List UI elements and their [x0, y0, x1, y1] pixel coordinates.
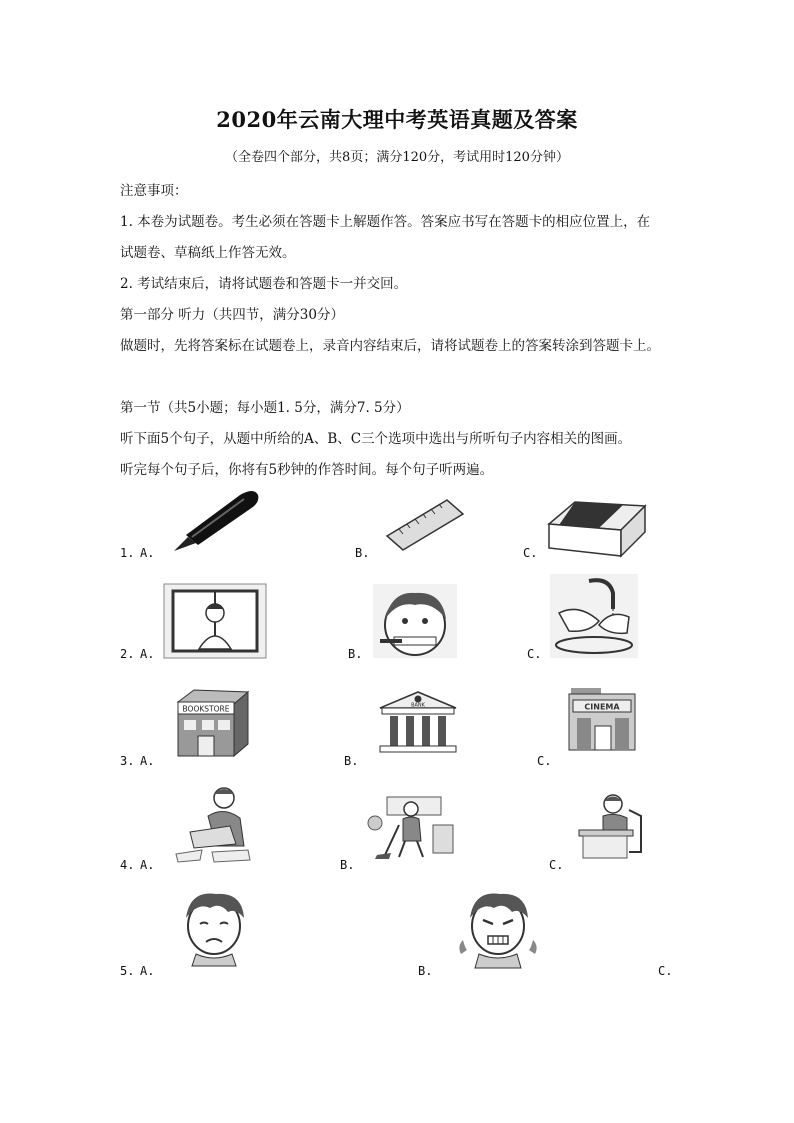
question-1-option-a: A.: [140, 546, 155, 560]
cinema-icon: [565, 686, 639, 752]
question-4-option-c: C.: [549, 858, 564, 872]
ruler-icon: [385, 498, 465, 552]
notice-heading: 注意事项：: [120, 183, 188, 199]
notice-item-1-line-2: 试题卷、草稿纸上作答无效。: [120, 245, 296, 261]
question-3-option-c: C.: [537, 754, 552, 768]
question-4-number: 4.: [120, 858, 135, 872]
notice-item-2: 2. 考试结束后，请将试题卷和答题卡一并交回。: [120, 276, 408, 292]
page-subtitle: （全卷四个部分，共8页；满分120分，考试用时120分钟）: [225, 150, 569, 165]
eraser-icon: [545, 496, 649, 560]
question-2-number: 2.: [120, 647, 135, 661]
washing-hands-icon: [549, 573, 639, 659]
part1-instruction: 做题时，先将答案标在试题卷上，录音内容结束后，请将试题卷上的答案转涂到答题卡上。: [120, 338, 660, 354]
question-2-option-c: C.: [527, 647, 542, 661]
question-5-number: 5.: [120, 964, 135, 978]
sad-boy-icon: [176, 888, 252, 968]
question-4-option-a: A.: [140, 858, 155, 872]
question-1-number: 1.: [120, 546, 135, 560]
bank-sign: BANK: [411, 702, 425, 709]
cinema-sign: CINEMA: [584, 702, 620, 712]
boy-painting-icon: [172, 782, 256, 864]
section1-heading: 第一节（共5小题；每小题1. 5分，满分7. 5分）: [120, 400, 410, 416]
page-title: 2020年云南大理中考英语真题及答案: [216, 107, 578, 132]
question-1-option-b: B.: [355, 546, 370, 560]
question-4-option-b: B.: [340, 858, 355, 872]
question-5-option-b: B.: [418, 964, 433, 978]
question-1-option-c: C.: [523, 546, 538, 560]
bookstore-icon: [174, 688, 250, 758]
part1-heading: 第一部分 听力（共四节，满分30分）: [120, 307, 344, 323]
boy-studying-icon: [575, 790, 645, 860]
notice-item-1-line-1: 1. 本卷为试题卷。考生必须在答题卡上解题作答。答案应书写在答题卡的相应位置上，在: [120, 214, 651, 230]
question-5-option-a: A.: [140, 964, 155, 978]
boy-at-window-icon: [163, 583, 267, 659]
question-2-option-a: A.: [140, 647, 155, 661]
boy-brushing-teeth-icon: [372, 583, 458, 659]
bookstore-sign: BOOKSTORE: [182, 704, 230, 714]
pen-icon: [170, 487, 262, 555]
angry-boy-icon: [455, 888, 541, 970]
section1-instruction-2: 听完每个句子后，你将有5秒钟的作答时间。每个句子听两遍。: [120, 462, 494, 478]
question-3-option-b: B.: [344, 754, 359, 768]
question-5-option-c: C.: [658, 964, 673, 978]
section1-instruction-1: 听下面5个句子，从题中所给的A、B、C三个选项中选出与所听句子内容相关的图画。: [120, 431, 632, 447]
question-2-option-b: B.: [348, 647, 363, 661]
boy-sweeping-icon: [363, 795, 459, 861]
bank-icon: [376, 690, 460, 754]
question-3-number: 3.: [120, 754, 135, 768]
question-3-option-a: A.: [140, 754, 155, 768]
